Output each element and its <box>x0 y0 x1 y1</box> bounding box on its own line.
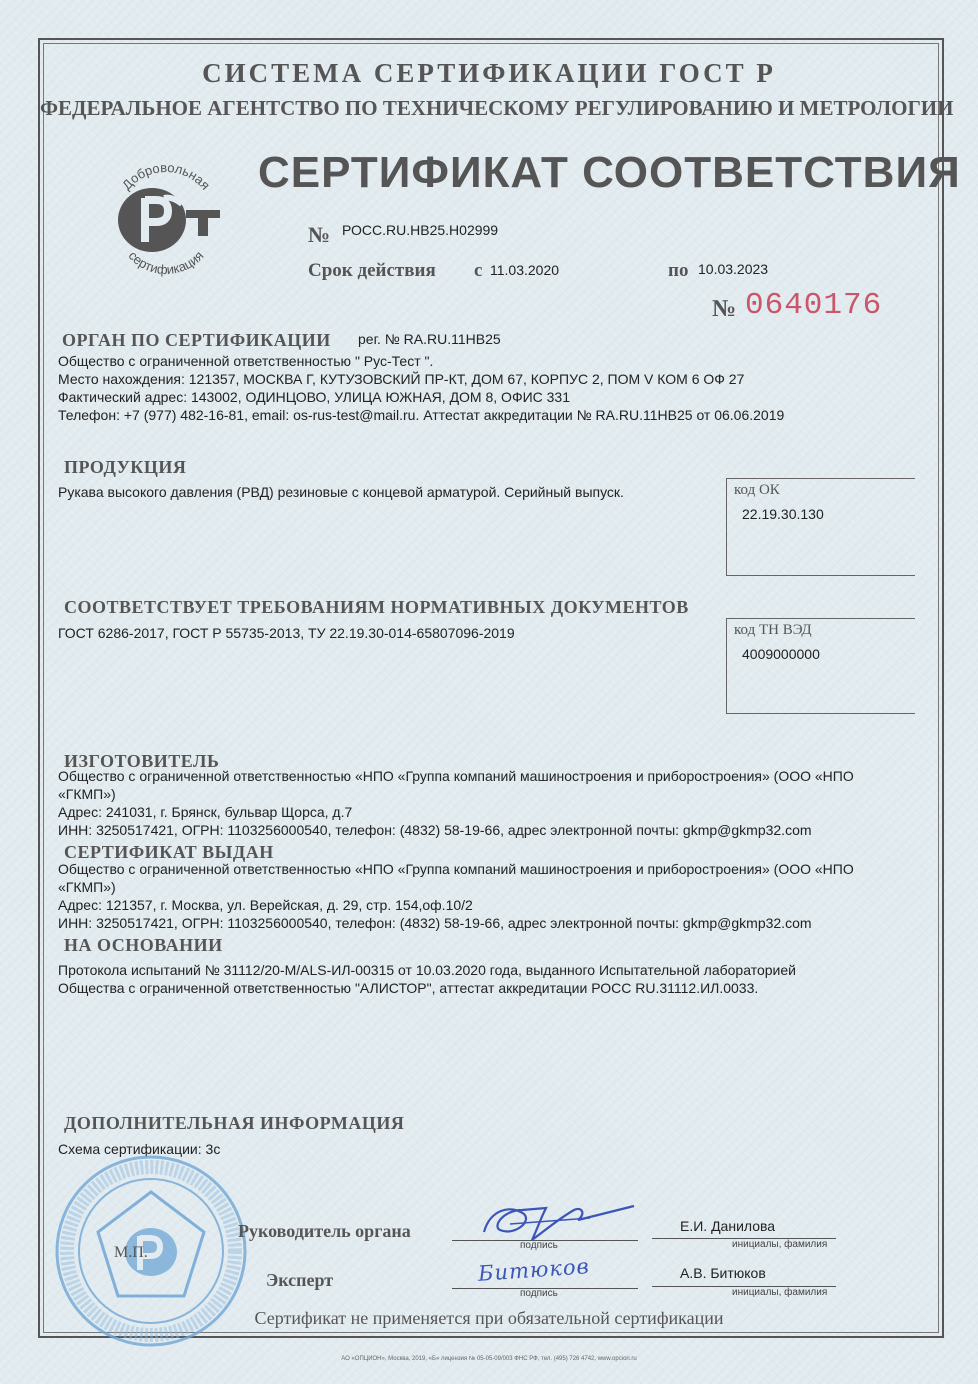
print-info: АО «ОПЦИОН», Москва, 2019, «Б» лицензия № 05-05-09/003 ФНС РФ, тел. (495) 726 4742, www.opcion.ru <box>341 1356 637 1362</box>
tnved-label: код ТН ВЭД <box>734 622 812 638</box>
certificate-number: РОСС.RU.НВ25.Н02999 <box>342 222 499 238</box>
svg-text:Добровольная <box>119 160 213 193</box>
footer-note: Сертификат не применяется при обязательной сертификации <box>254 1308 724 1328</box>
certificate-title: СЕРТИФИКАТ СООТВЕТСТВИЯ <box>258 148 961 197</box>
serial-mark: № <box>712 296 737 322</box>
manufacturer-heading: ИЗГОТОВИТЕЛЬ <box>64 751 220 771</box>
manufacturer-line: «ГКМП») <box>58 786 116 802</box>
basis-line: Общества с ограниченной ответственностью "АЛИСТОР", аттестат аккредитации РОСС RU.31112.ИЛ.0033. <box>58 980 759 996</box>
organ-reg: рег. № RA.RU.11НВ25 <box>358 331 501 347</box>
organ-line: Место нахождения: 121357, МОСКВА Г, КУТУЗОВСКИЙ ПР-КТ, ДОМ 67, КОРПУС 2, ПОМ V КОМ 6 ОФ 27 <box>58 371 745 387</box>
basis-heading: НА ОСНОВАНИИ <box>64 935 223 955</box>
rst-logo <box>102 154 230 278</box>
issued-heading: СЕРТИФИКАТ ВЫДАН <box>64 842 274 862</box>
issued-line: Адрес: 121357, г. Москва, ул. Верейская, д. 29, стр. 154,оф.10/2 <box>58 897 473 913</box>
product-heading: ПРОДУКЦИЯ <box>64 457 187 477</box>
basis-details <box>58 961 928 997</box>
okp-label: код ОК <box>734 482 780 498</box>
product-text: Рукава высокого давления (РВД) резиновые с концевой арматурой. Серийный выпуск. <box>58 484 624 500</box>
okp-value: 22.19.30.130 <box>742 506 824 522</box>
agency-title: ФЕДЕРАЛЬНОЕ АГЕНТСТВО ПО ТЕХНИЧЕСКОМУ РЕГУЛИРОВАНИЮ И МЕТРОЛОГИИ <box>40 96 954 120</box>
manufacturer-line: ИНН: 3250517421, ОГРН: 1103256000540, телефон: (4832) 58-19-66, адрес электронной почты: gkmp@gkmp32.com <box>58 822 812 838</box>
organ-line: Фактический адрес: 143002, ОДИНЦОВО, УЛИЦА ЮЖНАЯ, ДОМ 8, ОФИС 331 <box>58 389 571 405</box>
manufacturer-line: Адрес: 241031, г. Брянск, бульвар Щорса, д.7 <box>58 804 353 820</box>
head-name: Е.И. Данилова <box>680 1218 776 1234</box>
additional-heading: ДОПОЛНИТЕЛЬНАЯ ИНФОРМАЦИЯ <box>64 1113 405 1133</box>
conformity-heading: СООТВЕТСТВУЕТ ТРЕБОВАНИЯМ НОРМАТИВНЫХ ДОКУМЕНТОВ <box>64 597 689 617</box>
valid-to-date: 10.03.2023 <box>698 261 769 277</box>
tnved-value: 4009000000 <box>742 646 820 662</box>
stamp-label: М.П. <box>114 1244 148 1261</box>
basis-line: Протокола испытаний № 31112/20-М/ALS-ИЛ-00315 от 10.03.2020 года, выданного Испытательной лабораторией <box>58 962 796 978</box>
head-name-caption: инициалы, фамилия <box>732 1239 828 1250</box>
expert-signature-caption: подпись <box>520 1288 558 1299</box>
serial-number: 0640176 <box>745 288 883 323</box>
manufacturer-details <box>58 767 928 839</box>
expert-label: Эксперт <box>266 1270 334 1290</box>
organ-line: Телефон: +7 (977) 482-16-81, email: os-rus-test@mail.ru. Аттестат аккредитации № RA.RU.11НВ25 от 06.06.2019 <box>58 407 785 423</box>
logo-bottom-text: сертификация <box>125 247 207 278</box>
conformity-text: ГОСТ 6286-2017, ГОСТ Р 55735-2013, ТУ 22.19.30-014-65807096-2019 <box>58 625 515 641</box>
head-label: Руководитель органа <box>238 1221 411 1241</box>
manufacturer-line: Общество с ограниченной ответственностью «НПО «Группа компаний машиностроения и приборостроения» (ООО «НПО <box>58 768 854 784</box>
additional-text: Схема сертификации: 3с <box>58 1141 221 1157</box>
system-title: СИСТЕМА СЕРТИФИКАЦИИ ГОСТ Р <box>202 58 776 88</box>
svg-text:сертификация <box>126 248 207 277</box>
valid-to-label: по <box>668 260 689 281</box>
organ-heading: ОРГАН ПО СЕРТИФИКАЦИИ <box>62 330 331 350</box>
valid-from-date: 11.03.2020 <box>490 262 560 278</box>
head-signature-caption: подпись <box>520 1240 558 1251</box>
organ-line: Общество с ограниченной ответственностью " Рус-Тест ". <box>58 353 434 369</box>
logo-top-text: Добровольная <box>119 159 214 193</box>
issued-line: Общество с ограниченной ответственностью «НПО «Группа компаний машиностроения и приборостроения» (ООО «НПО <box>58 861 854 877</box>
expert-name-caption: инициалы, фамилия <box>732 1287 828 1298</box>
issued-line: ИНН: 3250517421, ОГРН: 1103256000540, телефон: (4832) 58-19-66, адрес электронной почты: gkmp@gkmp32.com <box>58 915 812 931</box>
valid-from-label: с <box>474 260 483 281</box>
issued-line: «ГКМП») <box>58 879 116 895</box>
expert-name: А.В. Битюков <box>680 1265 766 1281</box>
issued-details <box>58 860 928 932</box>
expert-signature: Битюков <box>477 1254 591 1286</box>
number-mark: № <box>308 222 331 247</box>
organ-details <box>58 352 918 424</box>
validity-label: Срок действия <box>308 260 436 281</box>
